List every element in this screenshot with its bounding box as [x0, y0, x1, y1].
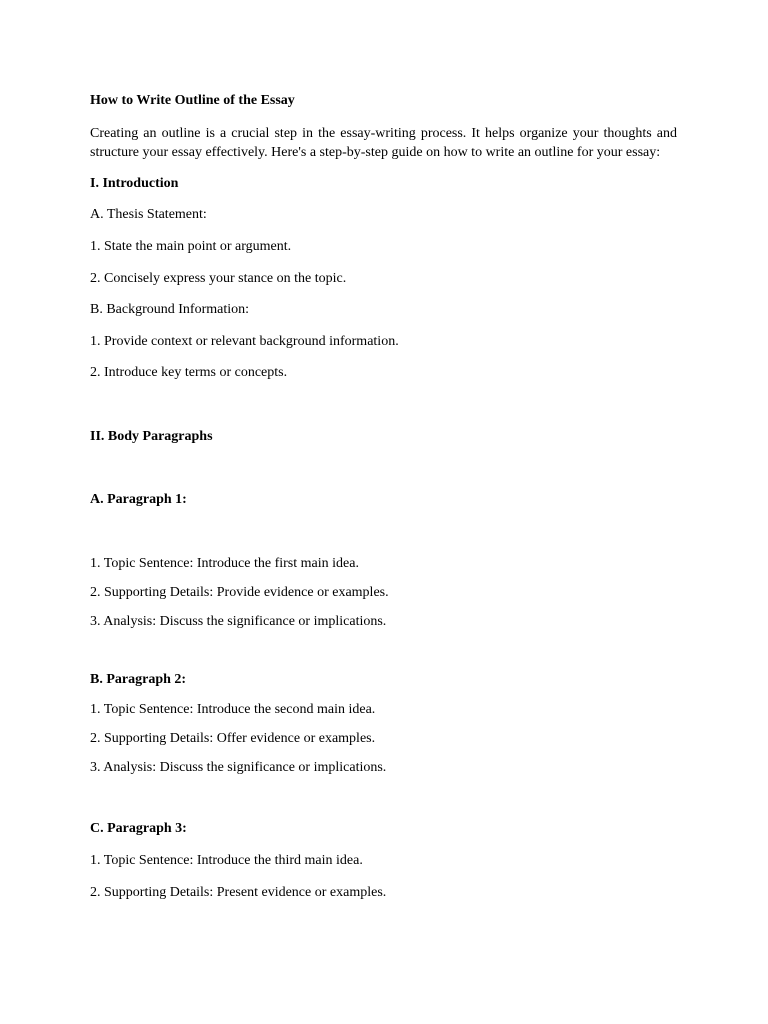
- intro-paragraph: Creating an outline is a crucial step in the essay-writing process. It helps organize your thoughts and structure your essay effectively. Here's a step-by-step guide on how to write an outline for your essay:: [90, 126, 677, 160]
- list-item: 1. Topic Sentence: Introduce the second main idea.: [90, 702, 376, 717]
- list-item: 2. Concisely express your stance on the topic.: [90, 271, 347, 286]
- list-item: 2. Supporting Details: Provide evidence or examples.: [90, 585, 389, 600]
- section-heading-introduction: I. Introduction: [90, 176, 179, 191]
- list-item: 1. State the main point or argument.: [90, 239, 292, 254]
- list-item: 1. Topic Sentence: Introduce the third main idea.: [90, 853, 363, 868]
- list-item: 3. Analysis: Discuss the significance or implications.: [90, 760, 387, 775]
- subsection-label-background: B. Background Information:: [90, 302, 250, 317]
- subsection-label-paragraph-1: A. Paragraph 1:: [90, 492, 187, 507]
- list-item: 2. Supporting Details: Offer evidence or examples.: [90, 731, 376, 746]
- list-item: 2. Supporting Details: Present evidence or examples.: [90, 885, 387, 900]
- document-title: How to Write Outline of the Essay: [90, 93, 295, 108]
- subsection-label-paragraph-3: C. Paragraph 3:: [90, 821, 187, 836]
- list-item: 2. Introduce key terms or concepts.: [90, 365, 288, 380]
- section-heading-body-paragraphs: II. Body Paragraphs: [90, 429, 213, 444]
- list-item: 1. Topic Sentence: Introduce the first main idea.: [90, 556, 359, 571]
- subsection-label-paragraph-2: B. Paragraph 2:: [90, 672, 187, 687]
- list-item: 1. Provide context or relevant background information.: [90, 334, 399, 349]
- subsection-label-thesis: A. Thesis Statement:: [90, 207, 207, 222]
- list-item: 3. Analysis: Discuss the significance or implications.: [90, 614, 387, 629]
